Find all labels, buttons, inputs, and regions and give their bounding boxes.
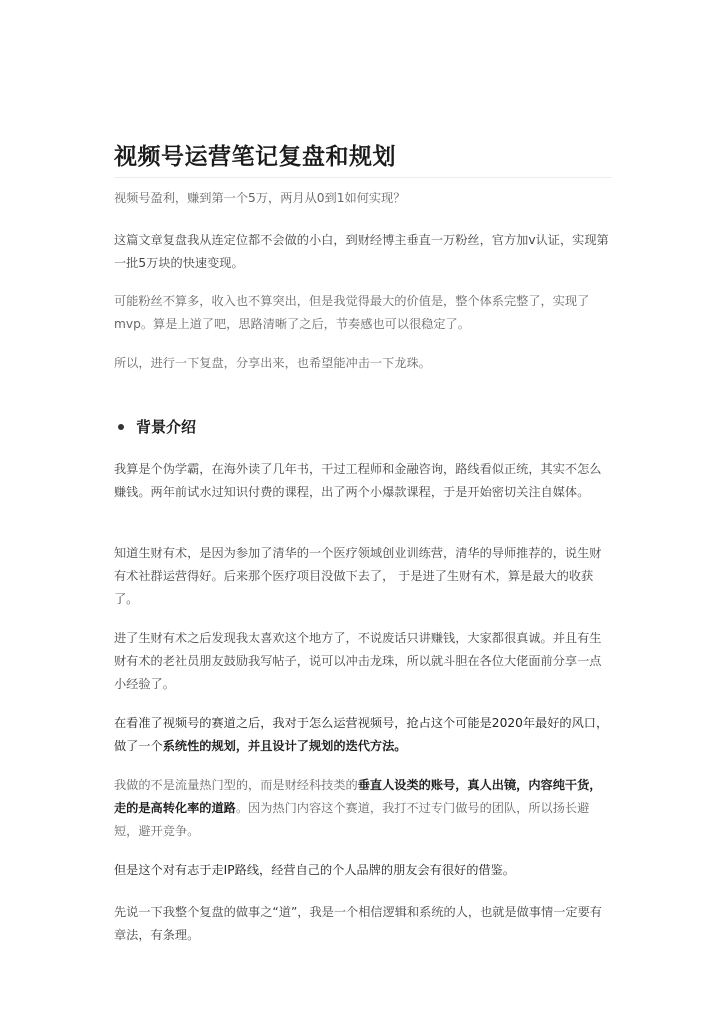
intro-paragraph-3: 所以，进行一下复盘，分享出来，也希望能冲击一下龙珠。 — [114, 356, 431, 370]
bullet-dot-icon — [118, 424, 124, 430]
ip-note-paragraph: 但是这个对有志于走IP路线，经营自己的个人品牌的朋友会有很好的借鉴。 — [114, 863, 515, 877]
article-subtitle: 视频号盈利，赚到第一个5万，两月从0到1如何实现？ — [114, 191, 406, 205]
background-paragraph-2: 知道生财有术，是因为参加了清华的一个医疗领域创业训练营，清华的导师推荐的，说生财有术社群运营得好。后来那个医疗项目没做下去了， 于是进了生财有术，算是最大的收获了。 — [114, 546, 602, 606]
section-heading-label: 背景介绍 — [136, 418, 197, 436]
positioning-text-end: 。因为热门内容这个赛道，我打不过专门做号的团队，所以扬长避短，避开竞争。 — [114, 801, 590, 838]
intro-paragraph-1: 这篇文章复盘我从连定位都不会做的小白，到财经博主垂直一万粉丝，官方加v认证，实现第一批5万块的快速变现。 — [114, 233, 609, 270]
positioning-emphasis: 垂直人设类的账号，真人出镜，内容纯干货，走的是高转化率的道路 — [114, 778, 602, 815]
background-paragraph-1: 我算是个伪学霸，在海外读了几年书，干过工程师和金融咨询，路线看似正统，其实不怎么赚钱。两年前试水过知识付费的课程，出了两个小爆款课程，于是开始密切关注自媒体。 — [114, 462, 602, 499]
title-divider — [114, 177, 612, 178]
strategy-paragraph — [114, 712, 612, 758]
section-heading-background — [118, 416, 196, 438]
intro-paragraph-2: 可能粉丝不算多，收入也不算突出，但是我觉得最大的价值是，整个体系完整了，实现了mvp。算是上道了吧，思路清晰了之后，节奏感也可以很稳定了。 — [114, 294, 590, 331]
article-title: 视频号运营笔记复盘和规划 — [114, 144, 396, 170]
background-paragraph-3: 进了生财有术之后发现我太喜欢这个地方了，不说废话只讲赚钱，大家都很真诚。并且有生财有术的老社员朋友鼓励我写帖子，说可以冲击龙珠，所以就斗胆在各位大佬面前分享一点小经验了。 — [114, 631, 602, 691]
positioning-paragraph — [114, 774, 612, 843]
positioning-text-start: 我做的不是流量热门型的，而是财经科技类的 — [114, 778, 358, 792]
strategy-text: 在看准了视频号的赛道之后，我对于怎么运营视频号，抢占这个可能是2020年最好的风口，做了一个 — [114, 716, 609, 753]
dao-note-paragraph: 先说一下我整个复盘的做事之“道”，我是一个相信逻辑和系统的人，也就是做事情一定要有章法，有条理。 — [114, 905, 602, 942]
strategy-emphasis: 系统性的规划，并且设计了规划的迭代方法。 — [162, 739, 407, 753]
